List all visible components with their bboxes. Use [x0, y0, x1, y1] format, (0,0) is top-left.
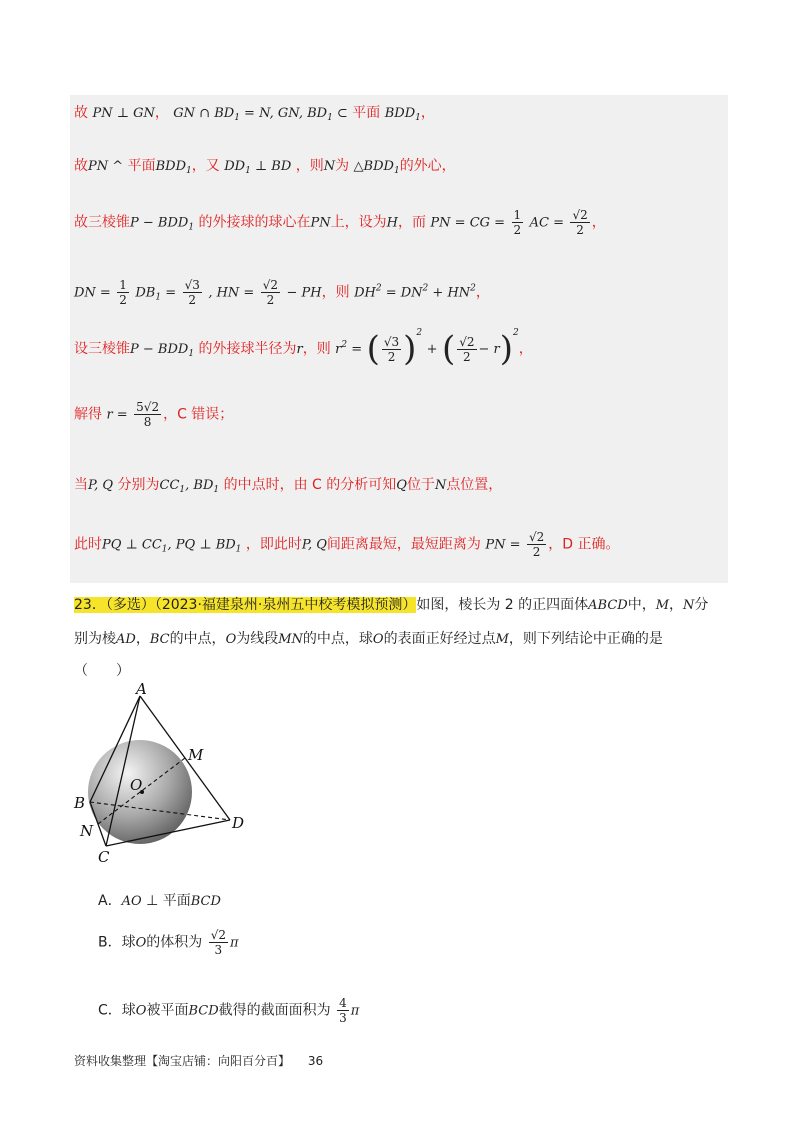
label-b: B [74, 794, 86, 812]
fraction: $\frac{√2}{2}$ [572, 208, 588, 237]
label-d: D [232, 814, 245, 832]
solution-line-1: 故 PN ⊥ GN， GN ∩ $BD_1 = N$, GN, $BD_1$ ⊂ 平面 $BDD_1$， [74, 105, 435, 123]
label-n: N [80, 822, 94, 840]
solution-line-2: 故PN ^ 平面$BDD_1$，又 $DD_1$ ⊥ BD ，则N为 $\triangle BDD_1$的外心， [74, 158, 456, 176]
question-number: 23．（多选）（2023·福建泉州·泉州五中校考模拟预测） [74, 597, 417, 613]
label-c: C [98, 848, 110, 865]
solution-line-3: 故三棱锥$P - BDD_1$ 的外接球的球心在PN上，设为H，而 PN = CG = $\frac{1}{2}$ AC = $\frac{√2}{2}$ ， [74, 208, 606, 237]
label-a: A [136, 680, 147, 698]
solution-line-8: 此时PQ ⊥ $CC_1$, PQ ⊥ $BD_1$ ，即此时P, Q间距离最短，最短距离为 PN = $\frac{√2}{2}$ ，D 正确。 [74, 530, 620, 559]
solution-line-5: 设三棱锥$P - BDD_1$ 的外接球半径为r，则 $r^2$ = ( $\frac{√3}{2}$ )$^2$ + ( $\frac{√2}{2}$ − r)$^2$， [74, 328, 533, 369]
fraction: $\frac{√2}{2}$ [459, 334, 475, 364]
fraction: $\frac{1}{2}$ [119, 278, 127, 307]
option-b[interactable]: B．球O的体积为 $\frac{√2}{3}$ π [98, 928, 239, 957]
fraction: $\frac{√2}{3}$ [210, 928, 227, 957]
page-number: 36 [307, 1054, 324, 1068]
solution-line-6: 解得 r = $\frac{5√2}{8}$ ，C 错误； [74, 400, 234, 429]
answer-parentheses: （ ） [74, 663, 130, 679]
question-line-2: 别为棱AD，BC的中点，O为线段MN的中点，球O的表面正好经过点M，则下列结论中正确的是 [74, 631, 663, 647]
fraction: $\frac{√3}{2}$ [383, 334, 400, 364]
question-line-1: 23．（多选）（2023·福建泉州·泉州五中校考模拟预测）如图，棱长为 2 的正四面体ABCD中，M，N分 [74, 597, 709, 613]
footer [74, 1052, 323, 1069]
label-o: O [130, 776, 143, 794]
option-a[interactable]: A．AO ⊥ 平面BCD [98, 893, 221, 909]
solution-line-4: DN = $\frac{1}{2}$ $DB_1$ = $\frac{√3}{2}$ , HN = $\frac{√2}{2}$ − PH，则 $DH^2 = DN^2 + HN^2$， [74, 278, 490, 307]
label-m: M [188, 746, 204, 764]
tetrahedron-sphere-figure [72, 680, 262, 865]
fraction: $\frac{√2}{2}$ [528, 530, 545, 559]
fraction: $\frac{√3}{2}$ [184, 278, 200, 307]
solution-line-7: 当P, Q 分别为$CC_1$, $BD_1$ 的中点时，由 C 的分析可知Q位于N点位置， [74, 477, 503, 495]
fraction: $\frac{4}{3}$ [339, 996, 347, 1025]
fraction: $\frac{1}{2}$ [513, 208, 522, 237]
fraction: $\frac{5√2}{8}$ [136, 400, 160, 429]
footer-text: 资料收集整理【淘宝店铺：向阳百分百】 [74, 1054, 291, 1068]
fraction: $\frac{√2}{2}$ [262, 278, 279, 307]
option-c[interactable]: C．球O被平面BCD截得的截面面积为 $\frac{4}{3}$ π [98, 996, 360, 1025]
